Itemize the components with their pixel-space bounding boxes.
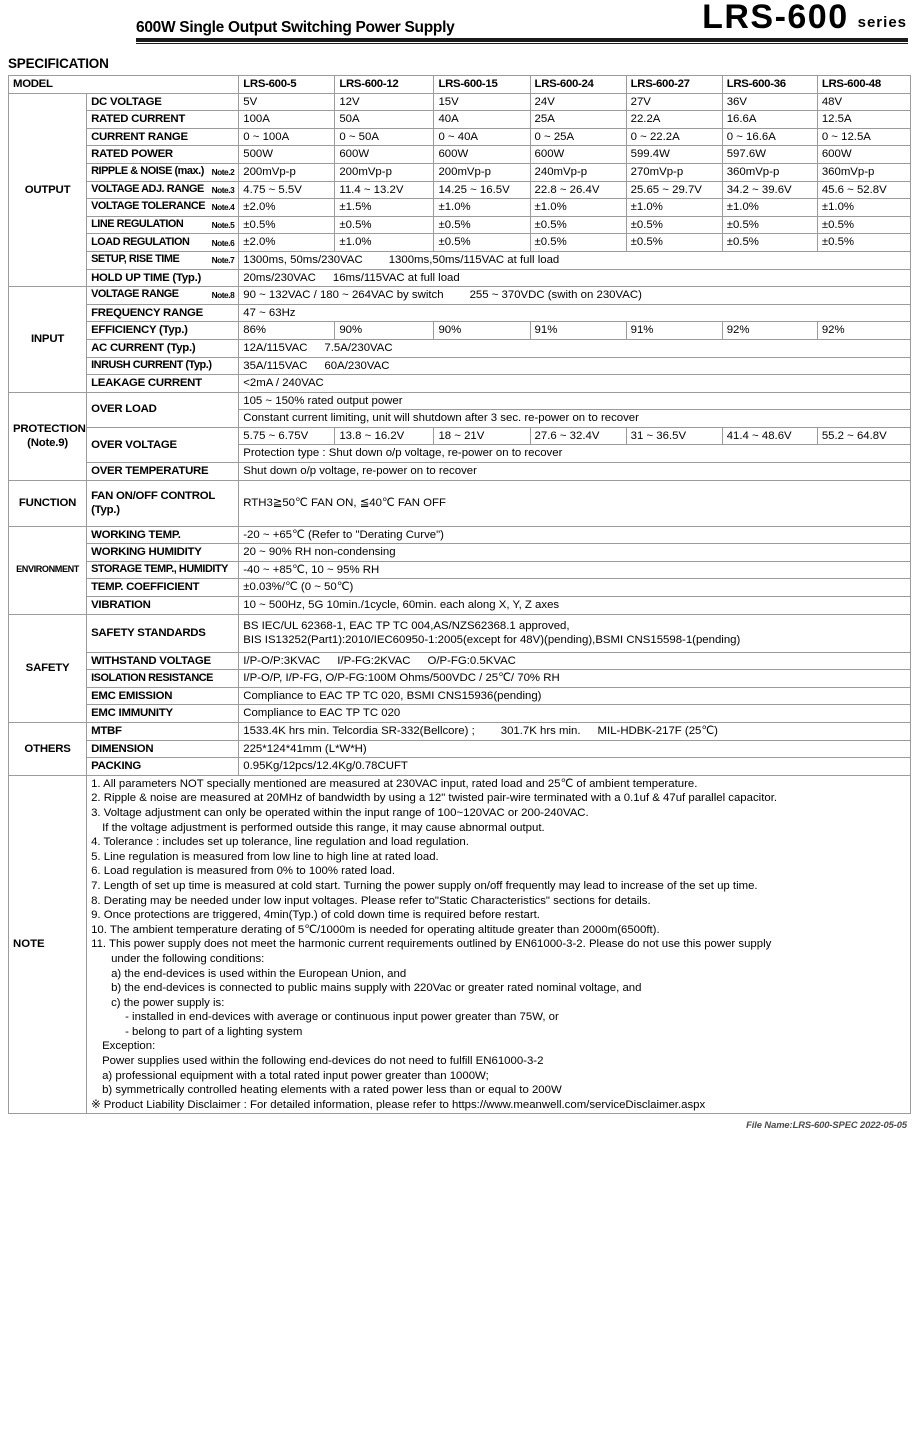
table-row-current-range (9, 128, 911, 146)
voltage-adj-v1: 4.75 ~ 5.5V (239, 181, 335, 199)
note-11-c2: - belong to part of a lighting system (125, 1025, 303, 1038)
model-column-3: LRS-600-15 (434, 76, 530, 94)
param-dc-voltage: DC VOLTAGE (87, 93, 239, 111)
setup-rise-label: SETUP, RISE TIME (91, 253, 180, 266)
specification-heading: SPECIFICATION (8, 56, 109, 71)
note-8: 8. Derating may be needed under low input voltages. Please refer to"Static Characteristics" sections for details. (91, 894, 651, 907)
line-reg-note: Note.5 (211, 220, 235, 231)
isolation-resistance-value: I/P-O/P, I/P-FG, O/P-FG:100M Ohms/500VDC / 25℃/ 70% RH (239, 670, 911, 688)
table-row-over-load-1 (9, 392, 911, 410)
param-ripple-noise (87, 163, 239, 181)
note-3: 3. Voltage adjustment can only be operated within the input range of 100~120VAC or 200-240VAC. (91, 806, 589, 819)
withstand-value-b: I/P-FG:2KVAC (337, 654, 411, 667)
dc-voltage-v2: 12V (335, 93, 434, 111)
current-range-v2: 0 ~ 50A (335, 128, 434, 146)
param-voltage-adj-range (87, 181, 239, 199)
voltage-tol-v7: ±1.0% (817, 199, 910, 217)
working-humidity-value: 20 ~ 90% RH non-condensing (239, 544, 911, 562)
param-mtbf: MTBF (87, 723, 239, 741)
param-input-voltage-range (87, 287, 239, 305)
param-rated-power: RATED POWER (87, 146, 239, 164)
ac-current-value-a: 12A/115VAC (243, 341, 308, 354)
dc-voltage-v4: 24V (530, 93, 626, 111)
line-reg-v6: ±0.5% (722, 216, 817, 234)
group-label-note: NOTE (9, 775, 87, 1114)
ripple-noise-v7: 360mVp-p (817, 163, 910, 181)
note-exception-a: a) professional equipment with a total rated input power greater than 1000W; (102, 1069, 489, 1082)
voltage-adj-v3: 14.25 ~ 16.5V (434, 181, 530, 199)
rated-power-v4: 600W (530, 146, 626, 164)
param-isolation-resistance: ISOLATION RESISTANCE (87, 670, 239, 688)
voltage-adj-v5: 25.65 ~ 29.7V (626, 181, 722, 199)
note-6: 6. Load regulation is measured from 0% to 100% rated load. (91, 865, 396, 878)
mtbf-value (239, 723, 911, 741)
param-working-humidity: WORKING HUMIDITY (87, 544, 239, 562)
fan-control-label: FAN ON/OFF CONTROL (91, 489, 216, 502)
model-column-6: LRS-600-36 (722, 76, 817, 94)
group-label-protection (9, 392, 87, 480)
note-3b: If the voltage adjustment is performed outside this range, it may cause abnormal output. (102, 821, 545, 834)
param-ac-current: AC CURRENT (Typ.) (87, 339, 239, 357)
rated-current-v5: 22.2A (626, 111, 722, 129)
model-row-label: MODEL (9, 76, 239, 94)
note-9: 9. Once protections are triggered, 4min(Typ.) of cold down time is required before restart. (91, 909, 540, 922)
param-safety-standards: SAFETY STANDARDS (87, 614, 239, 652)
fan-control-value: RTH3≧50℃ FAN ON, ≦40℃ FAN OFF (239, 480, 911, 526)
leakage-current-value: <2mA / 240VAC (239, 375, 911, 393)
param-vibration: VIBRATION (87, 597, 239, 615)
specification-table (8, 75, 911, 1114)
note-11-b: b) the end-devices is connected to public mains supply with 220Vac or greater rated nominal voltage, and (111, 982, 642, 995)
header-subtitle: 600W Single Output Switching Power Supply (136, 19, 455, 36)
note-exception-heading: Exception: (102, 1040, 156, 1053)
note-10: 10. The ambient temperature derating of 5℃/1000m is needed for operating altitude greater than 2000m(6500ft). (91, 923, 660, 936)
working-temp-value: -20 ~ +65℃ (Refer to "Derating Curve") (239, 526, 911, 544)
note-exception-line: Power supplies used within the following end-devices do not need to fulfill EN61000-3-2 (102, 1055, 544, 1068)
current-range-v1: 0 ~ 100A (239, 128, 335, 146)
header-series-label: series (857, 14, 907, 31)
load-reg-label: LOAD REGULATION (91, 235, 190, 248)
emc-immunity-value: Compliance to EAC TP TC 020 (239, 705, 911, 723)
param-packing: PACKING (87, 758, 239, 776)
voltage-adj-v4: 22.8 ~ 26.4V (530, 181, 626, 199)
rated-current-v2: 50A (335, 111, 434, 129)
dc-voltage-v7: 48V (817, 93, 910, 111)
load-reg-v5: ±0.5% (626, 234, 722, 252)
rated-power-v6: 597.6W (722, 146, 817, 164)
voltage-tol-v3: ±1.0% (434, 199, 530, 217)
param-hold-up-time: HOLD UP TIME (Typ.) (87, 269, 239, 287)
ac-current-value-b: 7.5A/230VAC (324, 341, 393, 354)
setup-rise-value-b: 1300ms,50ms/115VAC at full load (388, 253, 560, 266)
input-voltage-label: VOLTAGE RANGE (91, 288, 179, 301)
param-leakage-current: LEAKAGE CURRENT (87, 375, 239, 393)
param-current-range: CURRENT RANGE (87, 128, 239, 146)
line-reg-label: LINE REGULATION (91, 218, 184, 231)
dc-voltage-v1: 5V (239, 93, 335, 111)
rated-power-v3: 600W (434, 146, 530, 164)
table-row-working-temp (9, 526, 911, 544)
inrush-current-value (239, 357, 911, 375)
rated-power-v1: 500W (239, 146, 335, 164)
table-row-emc-immunity (9, 705, 911, 723)
rated-current-v6: 16.6A (722, 111, 817, 129)
voltage-adj-note: Note.3 (211, 184, 235, 195)
table-row-voltage-adj-range (9, 181, 911, 199)
line-reg-v2: ±0.5% (335, 216, 434, 234)
over-voltage-v3: 18 ~ 21V (434, 427, 530, 445)
table-row-emc-emission (9, 687, 911, 705)
emc-emission-value: Compliance to EAC TP TC 020, BSMI CNS15936(pending) (239, 687, 911, 705)
table-row-dimension (9, 740, 911, 758)
voltage-adj-v7: 45.6 ~ 52.8V (817, 181, 910, 199)
rated-power-v5: 599.4W (626, 146, 722, 164)
group-label-safety: SAFETY (9, 614, 87, 722)
over-voltage-v4: 27.6 ~ 32.4V (530, 427, 626, 445)
efficiency-v2: 90% (335, 322, 434, 340)
inrush-current-value-b: 60A/230VAC (324, 359, 390, 372)
ripple-noise-v5: 270mVp-p (626, 163, 722, 181)
withstand-value-c: O/P-FG:0.5KVAC (427, 654, 516, 667)
rated-current-v7: 12.5A (817, 111, 910, 129)
param-voltage-tolerance (87, 199, 239, 217)
table-row-rated-power (9, 146, 911, 164)
load-reg-v6: ±0.5% (722, 234, 817, 252)
over-voltage-v1: 5.75 ~ 6.75V (239, 427, 335, 445)
current-range-v3: 0 ~ 40A (434, 128, 530, 146)
model-column-1: LRS-600-5 (239, 76, 335, 94)
over-voltage-v2: 13.8 ~ 16.2V (335, 427, 434, 445)
param-fan-control (87, 480, 239, 526)
table-row-mtbf (9, 723, 911, 741)
table-row-efficiency (9, 322, 911, 340)
param-temp-coefficient: TEMP. COEFFICIENT (87, 579, 239, 597)
table-row-setup-rise-time (9, 251, 911, 269)
inrush-current-value-a: 35A/115VAC (243, 359, 308, 372)
group-label-output: OUTPUT (9, 93, 87, 287)
table-row-working-humidity (9, 544, 911, 562)
header-divider (136, 38, 908, 44)
group-label-input: INPUT (9, 287, 87, 393)
table-row-hold-up-time (9, 269, 911, 287)
dc-voltage-v5: 27V (626, 93, 722, 111)
setup-rise-value-a: 1300ms, 50ms/230VAC (243, 253, 363, 266)
voltage-tol-v1: ±2.0% (239, 199, 335, 217)
param-emc-immunity: EMC IMMUNITY (87, 705, 239, 723)
note-11-c1: - installed in end-devices with average or continuous input power greater than 75W, or (125, 1011, 559, 1024)
setup-rise-value (239, 251, 911, 269)
table-row-over-voltage-values (9, 427, 911, 445)
mtbf-value-c: MIL-HDBK-217F (25℃) (597, 725, 718, 737)
load-reg-v2: ±1.0% (335, 234, 434, 252)
line-reg-v3: ±0.5% (434, 216, 530, 234)
hold-up-value (239, 269, 911, 287)
table-row-ripple-noise (9, 163, 911, 181)
line-reg-v1: ±0.5% (239, 216, 335, 234)
param-inrush-current: INRUSH CURRENT (Typ.) (87, 357, 239, 375)
voltage-tol-label: VOLTAGE TOLERANCE (91, 200, 206, 213)
table-row-temp-coefficient (9, 579, 911, 597)
table-row-over-temperature (9, 463, 911, 481)
notes-block (87, 775, 911, 1114)
voltage-tol-v5: ±1.0% (626, 199, 722, 217)
input-voltage-note: Note.8 (211, 290, 235, 301)
table-row-dc-voltage (9, 93, 911, 111)
dimension-value: 225*124*41mm (L*W*H) (239, 740, 911, 758)
efficiency-v3: 90% (434, 322, 530, 340)
note-7: 7. Length of set up time is measured at cold start. Turning the power supply on/off frequently may lead to increase of the set up time. (91, 879, 758, 892)
withstand-voltage-value (239, 652, 911, 670)
dc-voltage-v3: 15V (434, 93, 530, 111)
param-frequency-range: FREQUENCY RANGE (87, 304, 239, 322)
current-range-v6: 0 ~ 16.6A (722, 128, 817, 146)
table-row-rated-current (9, 111, 911, 129)
fan-control-label2: (Typ.) (91, 504, 120, 517)
note-11-c: c) the power supply is: (111, 996, 225, 1009)
efficiency-v4: 91% (530, 322, 626, 340)
note-1: 1. All parameters NOT specially mentioned are measured at 230VAC input, rated load and 25℃ of ambient temperature. (91, 777, 698, 790)
frequency-range-value: 47 ~ 63Hz (239, 304, 911, 322)
table-row-frequency-range (9, 304, 911, 322)
group-label-function: FUNCTION (9, 480, 87, 526)
param-efficiency: EFFICIENCY (Typ.) (87, 322, 239, 340)
page-header (0, 0, 919, 46)
rated-current-v3: 40A (434, 111, 530, 129)
safety-standards-value (239, 614, 911, 652)
param-dimension: DIMENSION (87, 740, 239, 758)
ripple-noise-note: Note.2 (211, 167, 235, 178)
table-row-load-regulation (9, 234, 911, 252)
input-voltage-value-b: 255 ~ 370VDC (swith on 230VAC) (469, 289, 642, 302)
input-voltage-value (239, 287, 911, 305)
temp-coefficient-value: ±0.03%/℃ (0 ~ 50℃) (239, 579, 911, 597)
efficiency-v1: 86% (239, 322, 335, 340)
line-reg-v7: ±0.5% (817, 216, 910, 234)
note-liability-disclaimer: ※ Product Liability Disclaimer : For detailed information, please refer to https://www.meanwell.com/serviceDisclaimer.aspx (91, 1098, 706, 1111)
withstand-value-a: I/P-O/P:3KVAC (243, 654, 321, 667)
table-row-model-header (9, 76, 911, 94)
packing-value: 0.95Kg/12pcs/12.4Kg/0.78CUFT (239, 758, 911, 776)
model-column-5: LRS-600-27 (626, 76, 722, 94)
voltage-tol-v6: ±1.0% (722, 199, 817, 217)
ripple-noise-v4: 240mVp-p (530, 163, 626, 181)
header-model-name: LRS-600 (702, 0, 849, 36)
param-over-load: OVER LOAD (87, 392, 239, 427)
vibration-value: 10 ~ 500Hz, 5G 10min./1cycle, 60min. each along X, Y, Z axes (239, 597, 911, 615)
efficiency-v5: 91% (626, 322, 722, 340)
model-column-4: LRS-600-24 (530, 76, 626, 94)
ripple-noise-label: RIPPLE & NOISE (max.) (91, 165, 204, 178)
over-temperature-value: Shut down o/p voltage, re-power on to recover (239, 463, 911, 481)
ripple-noise-v2: 200mVp-p (335, 163, 434, 181)
load-reg-v7: ±0.5% (817, 234, 910, 252)
load-reg-note: Note.6 (211, 237, 235, 248)
setup-rise-note: Note.7 (211, 255, 235, 266)
dc-voltage-v6: 36V (722, 93, 817, 111)
table-row-ac-current (9, 339, 911, 357)
over-voltage-v7: 55.2 ~ 64.8V (817, 427, 910, 445)
current-range-v4: 0 ~ 25A (530, 128, 626, 146)
footer-file-name: File Name:LRS-600-SPEC 2022-05-05 (746, 1119, 907, 1131)
table-row-line-regulation (9, 216, 911, 234)
voltage-adj-label: VOLTAGE ADJ. RANGE (91, 182, 204, 195)
group-label-protection-text: PROTECTION (13, 422, 86, 435)
mtbf-value-b: 301.7K hrs min. (500, 725, 581, 737)
param-emc-emission: EMC EMISSION (87, 687, 239, 705)
load-reg-v3: ±0.5% (434, 234, 530, 252)
table-row-vibration (9, 597, 911, 615)
param-setup-rise-time (87, 251, 239, 269)
group-label-environment: ENVIRONMENT (9, 526, 87, 614)
current-range-v5: 0 ~ 22.2A (626, 128, 722, 146)
table-row-storage-temp (9, 561, 911, 579)
param-storage-temp: STORAGE TEMP., HUMIDITY (87, 561, 239, 579)
over-voltage-type: Protection type : Shut down o/p voltage, re-power on to recover (239, 445, 911, 463)
note-11-intro: under the following conditions: (111, 952, 265, 965)
voltage-tol-note: Note.4 (211, 202, 235, 213)
safety-standards-line1: BS IEC/UL 62368-1, EAC TP TC 004,AS/NZS62368.1 approved, (243, 619, 570, 632)
group-label-others: OTHERS (9, 723, 87, 776)
current-range-v7: 0 ~ 12.5A (817, 128, 910, 146)
note-2: 2. Ripple & noise are measured at 20MHz of bandwidth by using a 12" twisted pair-wire terminated with a 0.1uf & 47uf parallel capacitor. (91, 792, 778, 805)
note-4: 4. Tolerance : includes set up tolerance, line regulation and load regulation. (91, 836, 469, 849)
rated-current-v4: 25A (530, 111, 626, 129)
table-row-notes (9, 775, 911, 1114)
note-11: 11. This power supply does not meet the harmonic current requirements outlined by EN61000-3-2. Please do not use this power supply (91, 938, 772, 951)
over-voltage-v6: 41.4 ~ 48.6V (722, 427, 817, 445)
table-row-fan-control (9, 480, 911, 526)
voltage-adj-v6: 34.2 ~ 39.6V (722, 181, 817, 199)
safety-standards-line2: BIS IS13252(Part1):2010/IEC60950-1:2005(except for 48V)(pending),BSMI CNS15598-1(pending) (243, 634, 741, 647)
load-reg-v4: ±0.5% (530, 234, 626, 252)
note-5: 5. Line regulation is measured from low line to high line at rated load. (91, 850, 439, 863)
table-row-voltage-tolerance (9, 199, 911, 217)
ripple-noise-v1: 200mVp-p (239, 163, 335, 181)
param-working-temp: WORKING TEMP. (87, 526, 239, 544)
input-voltage-value-a: 90 ~ 132VAC / 180 ~ 264VAC by switch (243, 289, 444, 302)
ac-current-value (239, 339, 911, 357)
rated-current-v1: 100A (239, 111, 335, 129)
param-load-regulation (87, 234, 239, 252)
table-row-isolation-resistance (9, 670, 911, 688)
model-column-7: LRS-600-48 (817, 76, 910, 94)
rated-power-v2: 600W (335, 146, 434, 164)
hold-up-value-a: 20ms/230VAC (243, 271, 316, 284)
line-reg-v5: ±0.5% (626, 216, 722, 234)
param-over-temperature: OVER TEMPERATURE (87, 463, 239, 481)
over-voltage-v5: 31 ~ 36.5V (626, 427, 722, 445)
over-load-line2: Constant current limiting, unit will shutdown after 3 sec. re-power on to recover (239, 410, 911, 428)
param-withstand-voltage: WITHSTAND VOLTAGE (87, 652, 239, 670)
rated-power-v7: 600W (817, 146, 910, 164)
ripple-noise-v6: 360mVp-p (722, 163, 817, 181)
model-column-2: LRS-600-12 (335, 76, 434, 94)
line-reg-v4: ±0.5% (530, 216, 626, 234)
table-row-leakage-current (9, 375, 911, 393)
param-over-voltage: OVER VOLTAGE (87, 427, 239, 462)
voltage-adj-v2: 11.4 ~ 13.2V (335, 181, 434, 199)
note-11-a: a) the end-devices is used within the European Union, and (111, 967, 407, 980)
efficiency-v6: 92% (722, 322, 817, 340)
table-row-inrush-current (9, 357, 911, 375)
ripple-noise-v3: 200mVp-p (434, 163, 530, 181)
over-load-line1: 105 ~ 150% rated output power (239, 392, 911, 410)
mtbf-value-a: 1533.4K hrs min. Telcordia SR-332(Bellcore) ; (243, 725, 475, 737)
voltage-tol-v4: ±1.0% (530, 199, 626, 217)
table-row-input-voltage-range (9, 287, 911, 305)
efficiency-v7: 92% (817, 322, 910, 340)
param-rated-current: RATED CURRENT (87, 111, 239, 129)
table-row-safety-standards (9, 614, 911, 652)
param-line-regulation (87, 216, 239, 234)
load-reg-v1: ±2.0% (239, 234, 335, 252)
hold-up-value-b: 16ms/115VAC at full load (332, 271, 460, 284)
group-label-protection-note: (Note.9) (27, 437, 68, 450)
storage-temp-value: -40 ~ +85℃, 10 ~ 95% RH (239, 561, 911, 579)
table-row-packing (9, 758, 911, 776)
voltage-tol-v2: ±1.5% (335, 199, 434, 217)
table-row-withstand-voltage (9, 652, 911, 670)
note-exception-b: b) symmetrically controlled heating elements with a rated power less than or equal to 200W (102, 1084, 562, 1097)
